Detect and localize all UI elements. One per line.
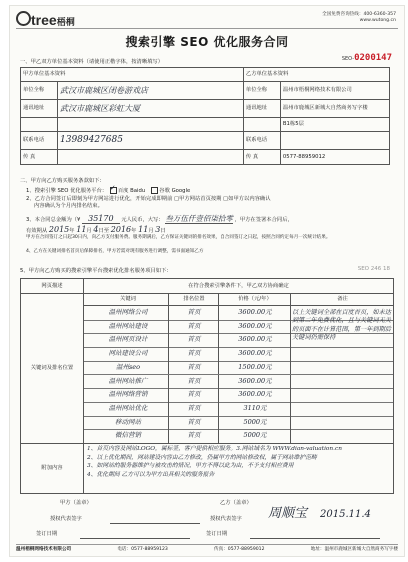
- keyword-cell: 微信营销: [115, 431, 141, 440]
- hotline-text: 全国免费咨询热线：400-6360-357: [322, 12, 396, 17]
- google-option-label: 谷歌 Google: [159, 188, 191, 194]
- price-cell: 3600.00元: [218, 347, 291, 361]
- a-fax-value: [58, 150, 244, 165]
- keyword-cell: 温州网页设计: [108, 335, 148, 344]
- marginal-note: SEO 246 18: [357, 266, 390, 272]
- keyword-cell: 温州网络公司: [108, 308, 148, 316]
- attachment-content: [87, 445, 391, 480]
- b-address-value: 温州市鹿城区新城大自然商务写字楼: [280, 100, 389, 118]
- a-fax-label: 传 真: [21, 150, 58, 165]
- service-period: 有效期从 2015年 11月 4日至 2016年 11月 3日: [26, 225, 166, 234]
- term-4: 4、乙方在关键词排名首页后保障排名，甲方若需对现有服务进行调整，需书面通知乙方: [26, 249, 204, 254]
- service-table: [20, 278, 394, 494]
- attach-line-2: 2、以上优化期间，网站建设内容由乙方修改，仍属甲方的网站修改权，属于网站维护范畴: [87, 454, 317, 461]
- end-year: 2016: [110, 225, 132, 234]
- keyword-cell: 温州网站推广: [108, 376, 148, 385]
- party-a-seal-label: 甲方（盖章）: [60, 500, 92, 506]
- b-extra-label: [243, 118, 280, 132]
- a-address-value: 武汉市鹿城区彩虹大厦: [58, 100, 244, 118]
- table-row: [84, 375, 393, 390]
- keyword-cell: 移动网站: [115, 417, 141, 426]
- party-b-date-line: [250, 538, 380, 539]
- remark-cell: [290, 416, 394, 430]
- keyword-section-label: 关键词及排名位置: [21, 294, 84, 444]
- term-5: 5、甲方向乙方购买的搜索引擎平台搜索优化排名服务项目如下：: [20, 268, 172, 274]
- footer-address: 地址：温州市鹿城区新城大自然商务写字楼: [310, 547, 398, 552]
- position-cell: 首页: [168, 429, 219, 443]
- remark-cell: [290, 402, 394, 416]
- position-cell: 首页: [168, 402, 219, 416]
- price-cell: 3600.00元: [218, 388, 291, 402]
- end-month: 11: [138, 225, 149, 234]
- party-b-seal-label: 乙方（盖章）: [220, 500, 252, 506]
- a-extra-label: [21, 118, 58, 132]
- term-2-text-cont: 内容确认为个月内排名结束。: [34, 202, 103, 209]
- b-fax-value: 0577-88959012: [280, 150, 389, 165]
- signature-area: [20, 498, 392, 538]
- party-info-table: [20, 67, 390, 165]
- page-header: [16, 10, 398, 29]
- party-b-head: 乙方单位基本资料: [243, 68, 389, 82]
- contract-title: 搜索引擎 SEO 优化服务合同: [125, 35, 289, 49]
- subhead-position: 排名位置: [168, 294, 219, 305]
- party-a-rep-line: [110, 523, 200, 524]
- subhead-price: 价格（元/年）: [218, 294, 291, 305]
- price-cell: 3600.00元: [218, 333, 291, 347]
- position-cell: 首页: [168, 333, 219, 347]
- b-address-label: 通讯地址: [243, 100, 280, 118]
- party-a-date-label: 签订日期: [36, 531, 58, 537]
- party-b-handwritten-date: 2015.11.4: [320, 509, 371, 520]
- contract-page: [10, 6, 404, 556]
- price-cell: 1500.00元: [218, 361, 291, 375]
- term-3: [26, 214, 396, 224]
- remark-cell: [290, 361, 394, 375]
- logo-text: tree: [31, 12, 57, 28]
- term-3-detail: 甲方在合同签订之日起30日内，向乙方支付服务费。服务期满后，乙方保证关键词的排名效果，自合同签订之日起，按照合同约定每月一次统计结果。: [26, 235, 331, 240]
- contract-number: [342, 53, 392, 63]
- party-b-rep-label: 授权代表签字: [210, 516, 242, 522]
- price-cell: 3600.00元: [218, 320, 291, 334]
- b-phone-value: [280, 132, 389, 150]
- contract-amount: 35170: [82, 214, 119, 224]
- b-fax-label: 传 真: [243, 150, 280, 165]
- keyword-cell: 温州网络营销: [108, 390, 148, 399]
- subhead-remark: 备注: [290, 294, 394, 305]
- a-extra-value: [58, 118, 244, 132]
- header-contacts: [322, 12, 396, 23]
- price-cell: 5000元: [218, 416, 291, 430]
- position-cell: 首页: [168, 347, 219, 361]
- start-day: 4: [93, 225, 99, 234]
- b-name-label: 单位全称: [243, 82, 280, 100]
- price-cell: 3600.00元: [218, 306, 291, 320]
- table-row: [84, 361, 393, 376]
- attach-line-3: 3、如网站的服务器维护与被攻击的情况，甲方不得以此为由，不予支付相应费用: [87, 463, 294, 470]
- position-cell: 首页: [168, 361, 219, 375]
- period-prefix: 有效期从: [26, 228, 48, 234]
- price-cell: 3600.00元: [218, 375, 291, 389]
- footer-company: 温州梧桐网络技术有限公司: [16, 547, 72, 552]
- position-cell: 首页: [168, 375, 219, 389]
- position-cell: 首页: [168, 320, 219, 334]
- price-cell: 3110元: [218, 402, 291, 416]
- a-name-label: 单位全称: [21, 82, 58, 100]
- company-logo: [16, 11, 75, 28]
- term-1-num: 1、: [26, 188, 35, 194]
- section1-heading: 一、甲乙双方单位基本资料（请使用正楷字体，按清晰填写）: [20, 59, 164, 65]
- term-3-text: 本合同总金额为（¥: [34, 217, 81, 223]
- party-b-date-label: 签订日期: [206, 531, 228, 537]
- baidu-checkbox[interactable]: [110, 187, 117, 194]
- position-cell: 首页: [168, 388, 219, 402]
- term-3-end: ，甲方在签署本合同后，: [234, 217, 293, 223]
- attach-line-4: 4、优化期间 乙方可以为甲方出具相关的服务报告: [87, 472, 215, 479]
- party-a-date-line: [80, 538, 190, 539]
- negotiation-head: 在符合搜索引擎条件下，甲乙双方协商确定: [84, 279, 393, 294]
- term-3-num: 3、: [26, 217, 35, 223]
- table-row: [84, 402, 393, 417]
- website-url: www.wutong.cn: [359, 17, 396, 23]
- footer-fax: 传真：0577-88959012: [214, 547, 265, 552]
- remark-cell: [290, 429, 394, 443]
- a-phone-label: 联系电话: [21, 132, 58, 150]
- term-3-mid: 元人民币，大写：: [121, 217, 164, 223]
- page-desc-head: 网页描述: [21, 279, 84, 294]
- position-cell: 首页: [168, 416, 219, 430]
- table-row: [84, 388, 393, 403]
- table-row: [84, 347, 393, 362]
- keyword-subheads: [84, 294, 393, 306]
- party-a-head: 甲方单位基本资料: [21, 68, 244, 82]
- logo-cn: 梧桐: [56, 17, 75, 27]
- contract-number-label: SEO-: [341, 56, 355, 62]
- keyword-cell: 网站建设公司: [108, 349, 148, 358]
- end-day: 3: [155, 225, 161, 234]
- a-name-value: 武汉市鹿城区闭卷游戏店: [58, 82, 244, 100]
- remark-cell: [290, 375, 394, 389]
- a-phone-value: 13989427685: [58, 132, 244, 150]
- term-1-text: 搜索引擎 SEO 优化服务平台：: [34, 188, 108, 194]
- contract-number-value: 0200147: [354, 53, 392, 63]
- term-2-text: 乙方合同签订后即刻为甲方网站进行优化，开始完成即期前 □甲方网站首页按期 □如甲方以内容确认: [34, 196, 271, 202]
- term-1: [26, 187, 396, 195]
- party-a-rep-label: 授权代表签字: [50, 516, 82, 522]
- contract-amount-words: 叁万伍仟壹佰柒拾零: [165, 214, 233, 223]
- subhead-keyword: 关键词: [120, 296, 136, 302]
- page-footer: [16, 544, 398, 553]
- table-row: [84, 416, 393, 431]
- keyword-cell: 温州网站建设: [108, 321, 148, 330]
- logo-ring-icon: [16, 11, 31, 26]
- keyword-cell: 温州seo: [115, 362, 141, 371]
- term-2-num: 2、: [26, 196, 35, 202]
- remark-cell: [290, 388, 394, 402]
- price-cell: 5000元: [218, 429, 291, 443]
- keyword-remark: 以上关键词全部在百度首页，如未达到第二年免费优化，且与关键词无关的页面不在计算范围，第一年到期后关键词仍需保持: [292, 309, 391, 342]
- start-year: 2015: [48, 225, 70, 234]
- b-extra-value: B1栋5层: [280, 118, 389, 132]
- term-2: [26, 196, 394, 209]
- footer-tel: 电话：0577-88959123: [117, 547, 168, 552]
- a-address-label: 通讯地址: [21, 100, 58, 118]
- remark-cell: [290, 347, 394, 361]
- keyword-cell: 温州网站优化: [108, 403, 148, 412]
- start-month: 11: [76, 225, 87, 234]
- baidu-option-label: 百度 Baidu: [117, 188, 146, 194]
- party-b-signature: 周顺宝: [268, 506, 308, 521]
- google-checkbox[interactable]: [151, 187, 158, 194]
- table-row: [84, 429, 393, 443]
- b-name-value: 温州市梧桐网络技术有限公司: [280, 82, 389, 100]
- section2-heading: 二、甲方向乙方购买服务条款如下：: [20, 178, 105, 184]
- b-phone-label: 联系电话: [243, 132, 280, 150]
- attachment-label: 附加内容: [21, 444, 84, 493]
- attach-line-1: 1、首页内容及网站LOGO，属标签，客户提供相应服务。3.网站域名为 WWW.dian-valuation.cn: [87, 446, 342, 452]
- position-cell: 首页: [168, 306, 219, 320]
